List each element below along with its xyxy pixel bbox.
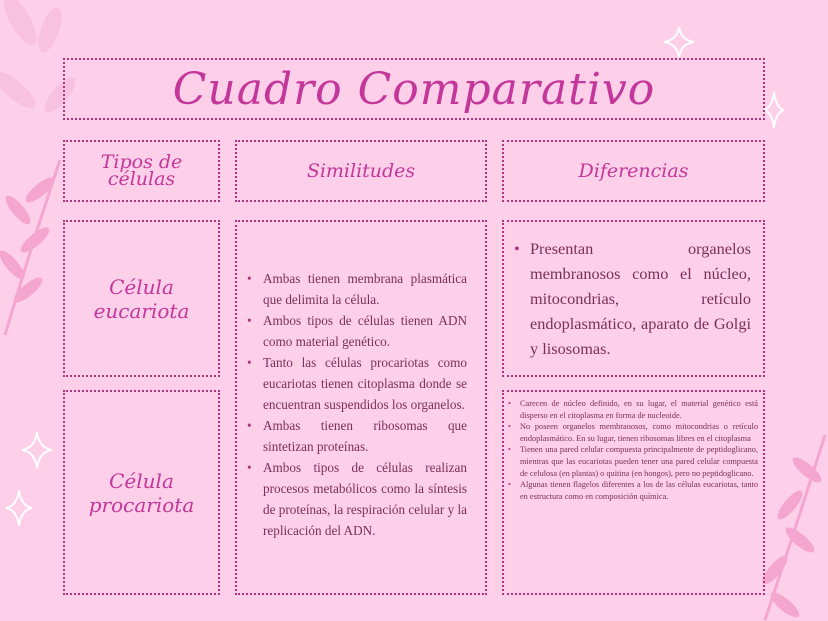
- similarities-list: [243, 268, 467, 541]
- similarities-cell: [235, 220, 487, 595]
- sparkle-icon: [4, 488, 34, 528]
- row-eukaryote-cell: [63, 220, 220, 377]
- row-prokaryote-cell: [63, 390, 220, 595]
- header-similarities: Similitudes: [306, 159, 416, 182]
- sparkle-icon: [20, 430, 54, 470]
- title-box: [63, 58, 765, 120]
- header-types-cell: [63, 140, 220, 202]
- row-prokaryote-label: Célula procariota: [88, 468, 195, 517]
- header-similarities-cell: [235, 140, 487, 202]
- prokaryote-differences-list: [504, 398, 758, 502]
- sparkle-icon: [762, 90, 786, 130]
- header-differences: Diferencias: [578, 159, 689, 182]
- list-item: • Ambos tipos de células tienen ADN como material genético.: [263, 310, 467, 352]
- page-title: Cuadro Comparativo: [172, 63, 656, 115]
- list-item: • Tienen una pared celular compuesta principalmente de peptidoglicano, mientras que las eucariotas pueden tener una pared celular compuesta de celulosa (en plantas) o quitina (en hongos), pero no peptidoglicano.: [520, 444, 758, 479]
- eukaryote-differences-list: [510, 236, 751, 361]
- row-eukaryote-label: Célula eucariota: [93, 274, 190, 323]
- list-item: • Tanto las células procariotas como eucariotas tienen citoplasma donde se encuentran suspendidos los organelos.: [263, 352, 467, 415]
- header-differences-cell: [502, 140, 765, 202]
- eukaryote-differences-cell: [502, 220, 765, 377]
- list-item: • Presentan organelos membranosos como el núcleo, mitocondrias, retículo endoplasmático, aparato de Golgi y lisosomas.: [530, 236, 751, 361]
- list-item: • Ambas tienen membrana plasmática que delimita la célula.: [263, 268, 467, 310]
- prokaryote-differences-cell: [502, 390, 765, 595]
- list-item: • Carecen de núcleo definido, en su lugar, el material genético está disperso en el citoplasma en forma de nucleoide.: [520, 398, 758, 421]
- list-item: • Ambos tipos de células realizan procesos metabólicos como la síntesis de proteínas, la respiración celular y la replicación del ADN.: [263, 457, 467, 541]
- leaf-decoration-left: [0, 150, 70, 340]
- list-item: • Algunas tienen flagelos diferentes a los de las células eucariotas, tanto en estructura como en composición química.: [520, 479, 758, 502]
- sparkle-icon: [662, 25, 696, 59]
- list-item: • No poseen organelos membranosos, como mitocondrias o retículo endoplasmático. En su lugar, tienen ribosomas libres en el citoplasma: [520, 421, 758, 444]
- list-item: • Ambas tienen ribosomas que sintetizan proteínas.: [263, 415, 467, 457]
- header-types: Tipos de células: [100, 151, 183, 190]
